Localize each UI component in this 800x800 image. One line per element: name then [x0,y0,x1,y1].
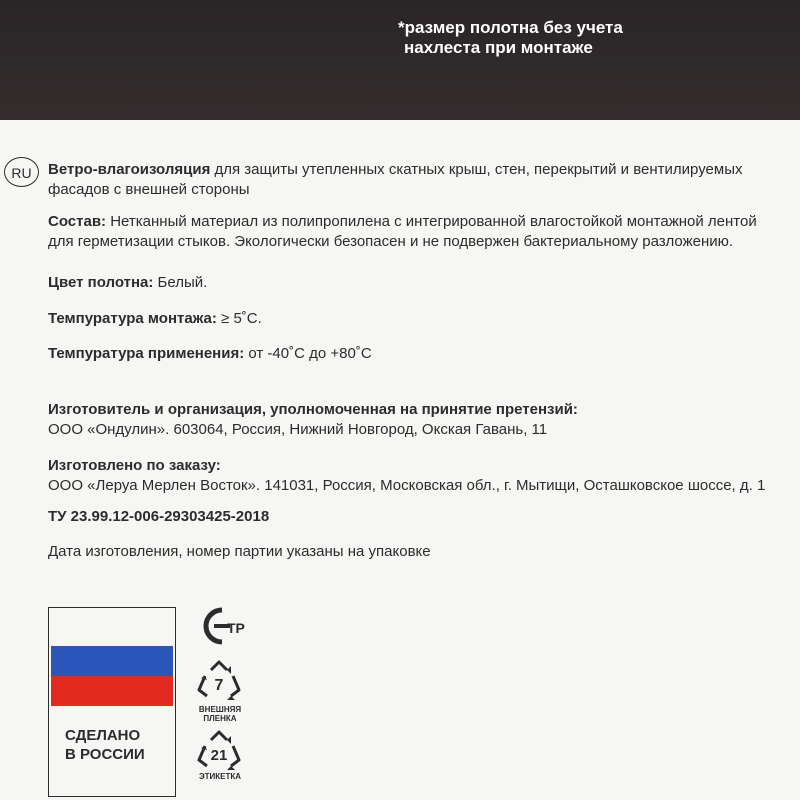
made-in-line1: СДЕЛАНО [65,727,141,744]
composition-label: Состав: [48,213,107,230]
recycle-7-label-line1: ВНЕШНЯЯ [198,705,242,714]
mount-temperature-value: ≥ 5˚С. [216,310,262,327]
ordered-by-value: ООО «Леруа Мерлен Восток». 141031, Россия, Московская обл., г. Мытищи, Осташковское шоссе, д. 1 [48,477,766,494]
ordered-by-label: Изготовлено по заказу: [48,457,221,474]
flag-stripe-blue [51,646,173,676]
production-date-note: Дата изготовления, номер партии указаны на упаковке [48,543,431,560]
use-temperature-label: Темпуратура применения: [48,345,245,362]
composition-text-2: для герметизации стыков. Экологически безопасен и не подвержен бактериальному разложению. [48,233,734,250]
recycle-7-label [190,705,250,723]
recycle-21-icon [193,730,245,774]
intro-text-2: фасадов с внешней стороны [48,181,250,198]
made-in-line2: В РОССИИ [65,746,145,763]
use-temperature-line [48,344,372,364]
size-footnote-line1: *размер полотна без учета [398,18,623,37]
made-in-russia-badge [48,607,176,797]
mount-temperature-line [48,309,262,329]
color-line [48,273,207,293]
language-badge: RU [4,157,39,187]
color-label: Цвет полотна: [48,274,154,291]
intro-title: Ветро-влагоизоляция [48,161,211,178]
use-temperature-value: от -40˚С до +80˚С [244,345,372,362]
mount-temperature-label: Темпуратура монтажа: [48,310,217,327]
intro-paragraph [48,160,742,200]
size-footnote [398,18,778,58]
color-value: Белый. [153,274,208,291]
manufacturer-label: Изготовитель и организация, уполномоченная на принятие претензий: [48,401,578,418]
recycle-21-label-line1: ЭТИКЕТКА [198,772,242,781]
eac-certification-icon [196,606,248,646]
recycle-7-code: 7 [214,677,224,694]
flag-stripe-red [51,676,173,706]
top-dark-band [0,0,800,120]
size-footnote-line2: нахлеста при монтаже [404,38,593,57]
manufacturer-value: ООО «Ондулин». 603064, Россия, Нижний Новгород, Окская Гавань, 11 [48,421,548,438]
recycle-21-code: 21 [210,747,228,764]
recycle-7-label-line2: ПЛЕНКА [203,714,237,723]
eac-mark-text: ТР [227,620,245,636]
recycle-21-label [190,772,250,781]
intro-text: для защиты утепленных скатных крыш, стен, перекрытий и вентилируемых [210,161,743,178]
technical-spec-code: ТУ 23.99.12-006-29303425-2018 [48,508,270,525]
recycle-7-icon [193,660,245,704]
ordered-by-block [48,456,765,496]
made-in-russia-caption [65,726,145,764]
composition-text: Нетканный материал из полипропилена с интегрированной влагостойкой монтажной лентой [106,213,757,230]
manufacturer-block [48,400,578,440]
composition-paragraph [48,212,757,252]
flag-stripe-white [51,616,173,646]
